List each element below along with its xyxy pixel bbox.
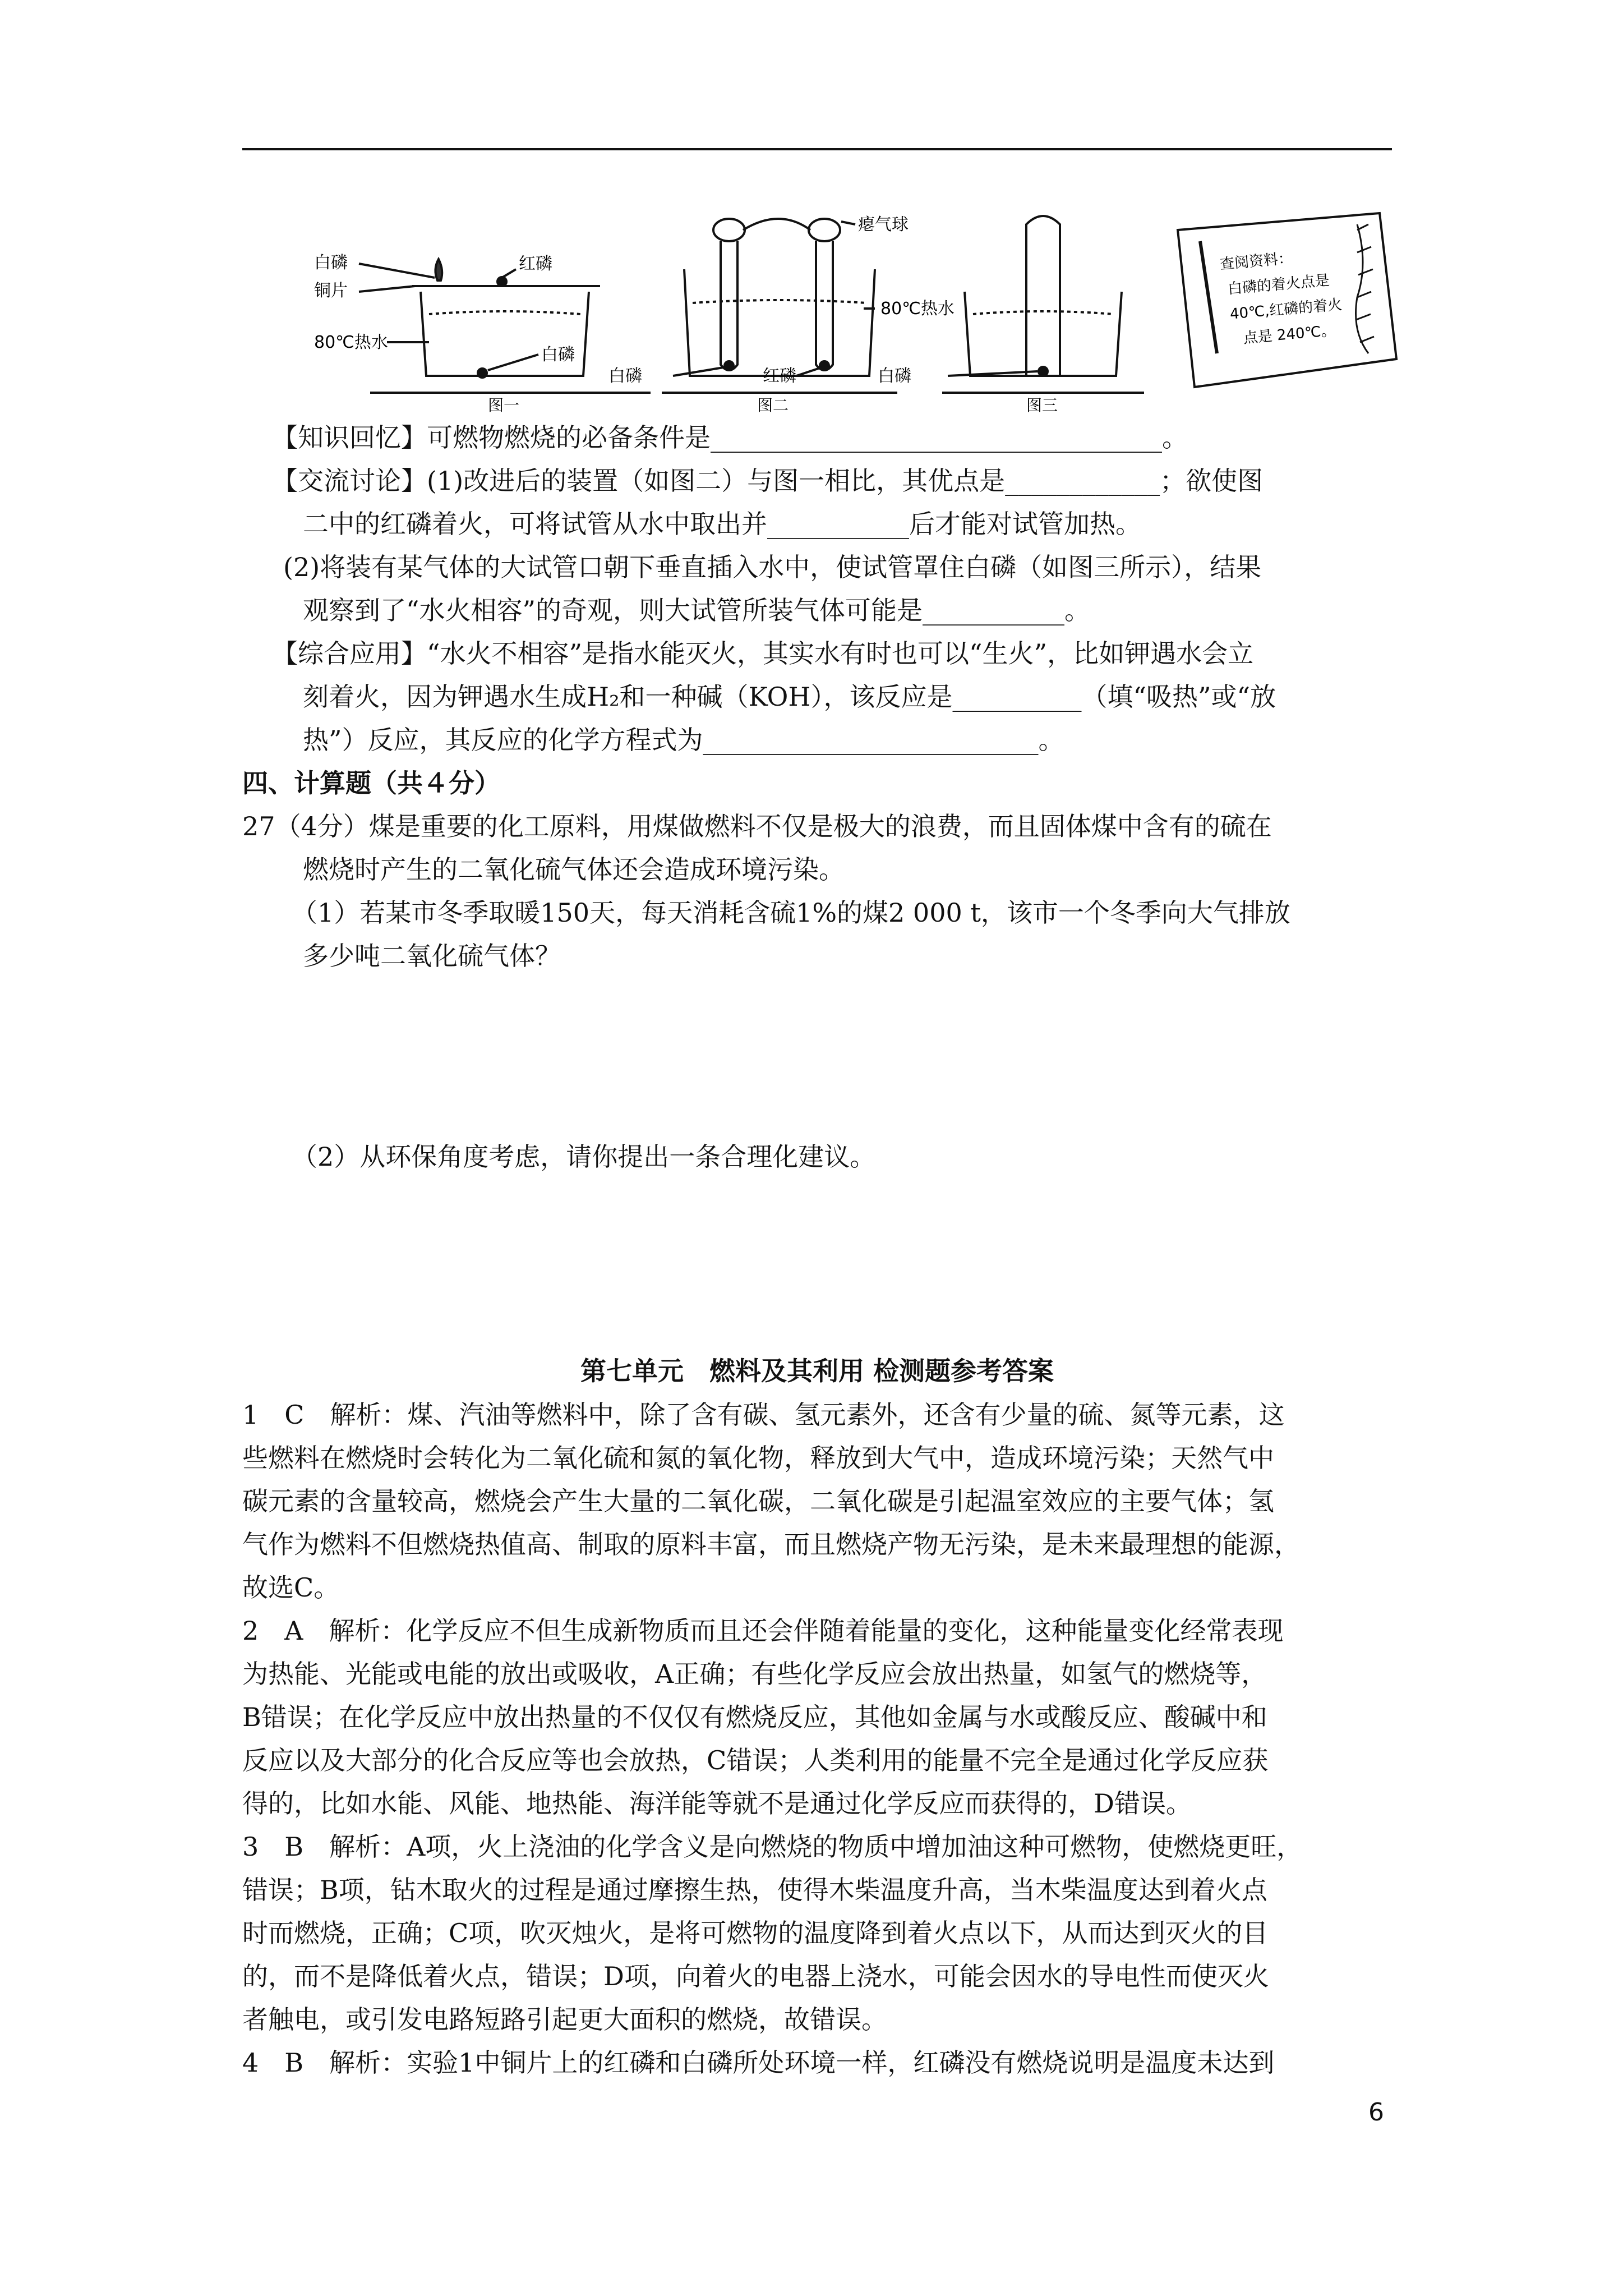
answer-2-line-2: 为热能、光能或电能的放出或吸收，A正确；有些化学反应会放出热量，如氢气的燃烧等，	[242, 1659, 1267, 1689]
question-27-part1-line-2: 多少吨二氧化硫气体？	[303, 941, 561, 971]
discussion-line-3: (2)将装有某气体的大试管口朝下垂直插入水中，使试管罩住白磷（如图三所示），结果	[283, 552, 1262, 582]
knowledge-recall-line: 【知识回忆】可燃物燃烧的必备条件是___________________________________。	[272, 422, 1188, 453]
fig2-label-hot-water: 80℃热水	[880, 299, 955, 319]
card-line-3: 40℃,红磷的着火	[1229, 296, 1343, 323]
answer-3-line-4: 的，而不是降低着火点，错误；D项，向着火的电器上浇水，可能会因水的导电性而使灭火	[242, 1961, 1269, 1991]
application-line-1: 【综合应用】“水火不相容”是指水能灭火，其实水有时也可以“生火”，比如钾遇水会立	[272, 638, 1254, 669]
answer-1-line-4: 气作为燃料不但燃烧热值高、制取的原料丰富，而且燃烧产物无污染，是未来最理想的能源，	[242, 1529, 1300, 1559]
question-27-part2: （2）从环保角度考虑，请你提出一条合理化建议。	[292, 1142, 876, 1172]
question-27-line-2: 燃烧时产生的二氧化硫气体还会造成环境污染。	[303, 854, 845, 885]
answer-4-line-1: 4 B 解析：实验1中铜片上的红磷和白磷所处环境一样，红磷没有燃烧说明是温度未达到	[242, 2047, 1275, 2078]
discussion-line-4: 观察到了“水火相容”的奇观，则大试管所装气体可能是___________。	[303, 595, 1091, 625]
fig1-label-white-phosphorus: 白磷	[314, 253, 348, 273]
header-rule	[242, 148, 1392, 150]
card-line-4: 点是 240℃。	[1242, 322, 1336, 347]
fig3-caption: 图三	[1026, 396, 1058, 415]
answer-2-line-1: 2 A 解析：化学反应不但生成新物质而且还会伴随着能量的变化，这种能量变化经常表现	[242, 1616, 1284, 1646]
fig1-label-red-phosphorus: 红磷	[519, 254, 552, 274]
discussion-line-1: 【交流讨论】(1)改进后的装置（如图二）与图一相比，其优点是____________；欲使图	[272, 466, 1264, 496]
card-line-1: 查阅资料：	[1219, 250, 1294, 273]
fig3-label-white-phosphorus: 白磷	[878, 366, 911, 386]
answer-1-line-2: 些燃料在燃烧时会转化为二氧化硫和氮的氧化物，释放到大气中，造成环境污染；天然气中	[242, 1443, 1274, 1473]
page-number: 6	[1368, 2098, 1384, 2127]
answer-3-line-5: 者触电，或引发电路短路引起更大面积的燃烧，故错误。	[242, 2004, 887, 2035]
discussion-line-2: 二中的红磷着火，可将试管从水中取出并___________后才能对试管加热。	[303, 509, 1141, 539]
fig3-beaker	[965, 292, 1122, 376]
question-27-part1-line-1: （1）若某市冬季取暖150天，每天消耗含硫1%的煤2 000 t，该市一个冬季向大气排放	[292, 898, 1290, 928]
fig1-label-white-phosphorus-bottom: 白磷	[541, 345, 575, 365]
fig2-label-red-phosphorus: 红磷	[763, 366, 796, 386]
answer-3-line-2: 错误；B项，钻木取火的过程是通过摩擦生热，使得木柴温度升高，当木柴温度达到着火点	[242, 1875, 1267, 1905]
application-line-3: 热”）反应，其反应的化学方程式为__________________________。	[303, 725, 1064, 755]
answer-2-line-3: B错误；在化学反应中放出热量的不仅仅有燃烧反应，其他如金属与水或酸反应、酸碱中和	[242, 1702, 1267, 1732]
answer-3-line-1: 3 B 解析：A项，火上浇油的化学含义是向燃烧的物质中增加油这种可燃物，使燃烧更旺，	[242, 1832, 1303, 1862]
card-line-2: 白磷的着火点是	[1227, 272, 1330, 298]
answer-3-line-3: 时而燃烧，正确；C项，吹灭烛火，是将可燃物的温度降到着火点以下，从而达到灭火的目	[242, 1918, 1269, 1948]
application-line-2: 刻着火，因为钾遇水生成H₂和一种碱（KOH），该反应是__________（填“吸热”或“放	[303, 682, 1276, 712]
fig1-caption: 图一	[488, 396, 520, 415]
answer-2-line-4: 反应以及大部分的化合反应等也会放热，C错误；人类利用的能量不完全是通过化学反应获	[242, 1745, 1269, 1775]
fig2-caption: 图二	[757, 396, 789, 415]
answer-1-line-1: 1 C 解析：煤、汽油等燃料中，除了含有碳、氢元素外，还含有少量的硫、氮等元素，这	[242, 1400, 1285, 1430]
fig2-label-balloon: 瘪气球	[858, 215, 909, 234]
section-heading-calculation: 四、计算题（共４分）	[242, 768, 500, 798]
fig2-beaker	[684, 269, 875, 376]
answer-1-line-5: 故选C。	[242, 1572, 340, 1603]
answer-2-line-5: 得的，比如水能、风能、地热能、海洋能等就不是通过化学反应而获得的，D错误。	[242, 1788, 1192, 1819]
question-27-line-1: 27（4分）煤是重要的化工原料，用煤做燃料不仅是极大的浪费，而且固体煤中含有的硫在	[242, 811, 1272, 841]
answer-1-line-3: 碳元素的含量较高，燃烧会产生大量的二氧化碳，二氧化碳是引起温室效应的主要气体；氢	[242, 1486, 1274, 1516]
experiment-figures	[303, 208, 1402, 415]
fig1-label-hot-water: 80℃热水	[314, 333, 388, 352]
answer-key-title: 第七单元 燃料及其利用 检测题参考答案	[580, 1356, 1054, 1386]
fig2-label-white-phosphorus: 白磷	[608, 366, 642, 386]
fig1-label-copper: 铜片	[314, 281, 348, 301]
